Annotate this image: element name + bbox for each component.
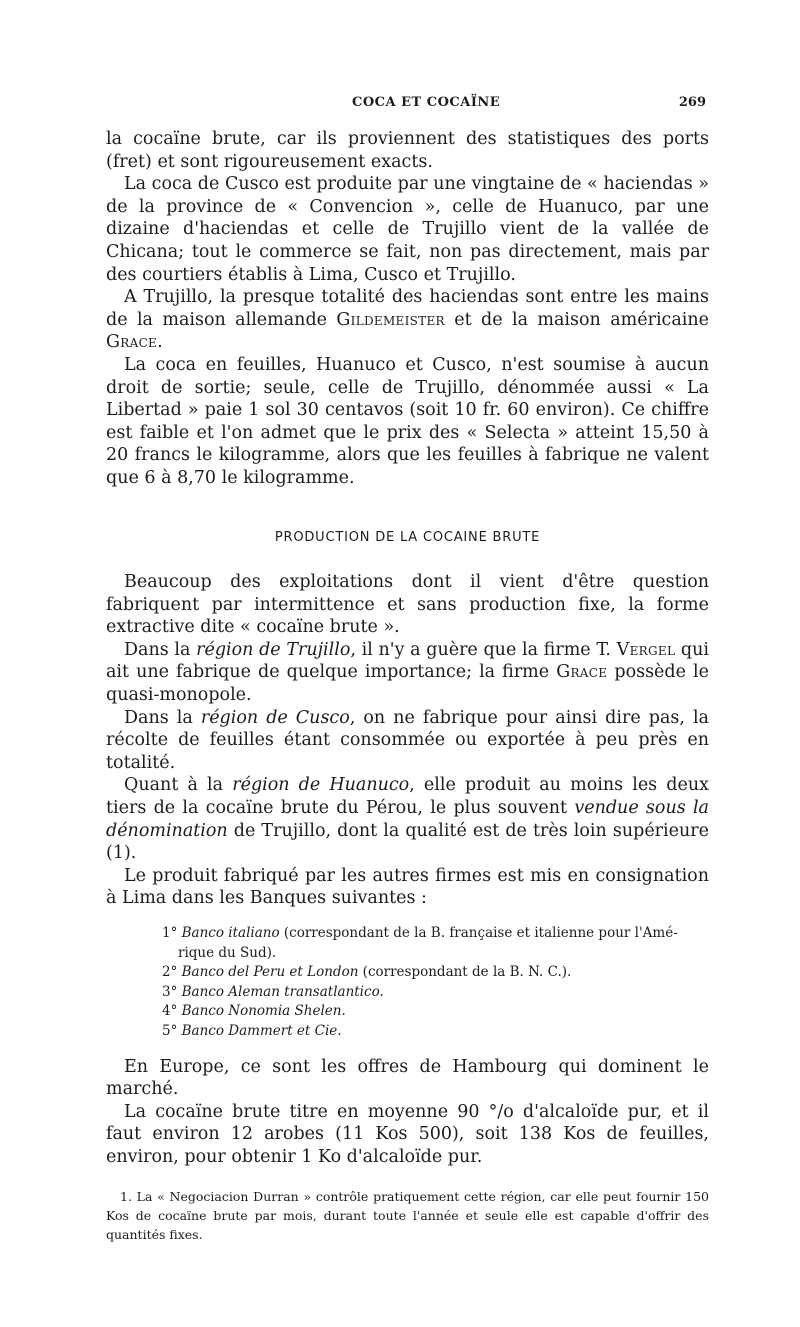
- firm-vergel: Vergel: [616, 639, 676, 660]
- firm-gildemeister: Gildemeister: [336, 309, 445, 330]
- paragraph-alkaloid-yield: La cocaïne brute titre en moyenne 90 °/o d'alcaloïde pur, et il faut environ 12 arobes (11 Kos 500), soit 138 Kos de feuilles, environ, pour obtenir 1 Ko d'alcaloïde pur.: [106, 1101, 709, 1167]
- running-title: COCA ET COCAÏNE: [352, 95, 501, 110]
- bank-list: [162, 924, 709, 1042]
- footnote-reference: (1): [106, 843, 131, 864]
- paragraph-continued: la cocaïne brute, car ils proviennent des statistiques des ports (fret) et sont rigoureusement exacts.: [106, 129, 709, 172]
- paragraph-europe: En Europe, ce sont les offres de Hambourg qui dominent le marché.: [106, 1056, 709, 1100]
- list-item: 3° Banco Aleman transatlantico.: [162, 983, 384, 1000]
- paragraph-region-trujillo: Dans la région de Trujillo, il n'y a guère que la firme T. Vergel qui ait une fabrique de quelque importance; la firme Grace possède le quasi-monopole.: [106, 639, 709, 706]
- paragraph-region-cusco: Dans la région de Cusco, on ne fabrique pour ainsi dire pas, la récolte de feuilles étant consommée ou exportée à peu près en totalité.: [106, 707, 709, 773]
- paragraph-exploitations: Beaucoup des exploitations dont il vient d'être question fabriquent par intermittence et sans production fixe, la forme extractive dite « cocaïne brute ».: [106, 572, 709, 638]
- paragraph-consignation: Le produit fabriqué par les autres firmes est mis en consignation à Lima dans les Banques suivantes :: [106, 865, 709, 909]
- paragraph-export-duty: La coca en feuilles, Huanuco et Cusco, n'est soumise à aucun droit de sortie; seule, celle de Trujillo, dénommée aussi « La Libertad » paie 1 sol 30 centavos (soit 10 fr. 60 environ). Ce chiffre est faible et l'on admet que le prix des « Selecta » atteint 15,50 à 20 francs le kilogramme, alors que les feuilles à fabrique ne valent que 6 à 8,70 le kilogramme.: [106, 354, 709, 488]
- list-item: 5° Banco Dammert et Cie.: [162, 1022, 342, 1039]
- footnote: [106, 1187, 709, 1244]
- paragraph-region-huanuco: Quant à la région de Huanuco, elle produit au moins les deux tiers de la cocaïne brute du Pérou, le plus souvent vendue sous la dénomination de Trujillo, dont la qualité est de très loin supérieure (1).: [106, 775, 709, 864]
- section-heading: PRODUCTION DE LA COCAINE BRUTE: [274, 529, 541, 545]
- firm-grace: Grace: [556, 662, 608, 683]
- firm-grace: Grace: [106, 332, 158, 353]
- page-number: 269: [678, 95, 706, 110]
- list-item: 4° Banco Nonomia Shelen.: [162, 1003, 346, 1020]
- list-item: 2° Banco del Peru et London (correspondant de la B. N. C.).: [162, 964, 572, 981]
- list-item-continued: rique du Sud).: [178, 944, 277, 961]
- paragraph-trujillo-haciendas: A Trujillo, la presque totalité des haciendas sont entre les mains de la maison allemande Gildemeister et de la maison américaine Grace.: [106, 287, 709, 353]
- page-body: [106, 128, 709, 1244]
- footnote-text: 1. La « Negociacion Durran » contrôle pratiquement cette région, car elle peut fournir 150 Kos de cocaïne brute par mois, durant toute l'année et seule elle est capable d'offrir des quantités fixes.: [106, 1188, 709, 1242]
- list-item: 1° Banco italiano (correspondant de la B. française et italienne pour l'Amé-: [162, 925, 678, 941]
- paragraph-coca-cusco: La coca de Cusco est produite par une vingtaine de « haciendas » de la province de « Convencion », celle de Huanuco, par une dizaine d'haciendas et celle de Trujillo vient de la vallée de Chicana; tout le commerce se fait, non pas directement, mais par des courtiers établis à Lima, Cusco et Trujillo.: [106, 174, 709, 285]
- page-header: [106, 95, 706, 117]
